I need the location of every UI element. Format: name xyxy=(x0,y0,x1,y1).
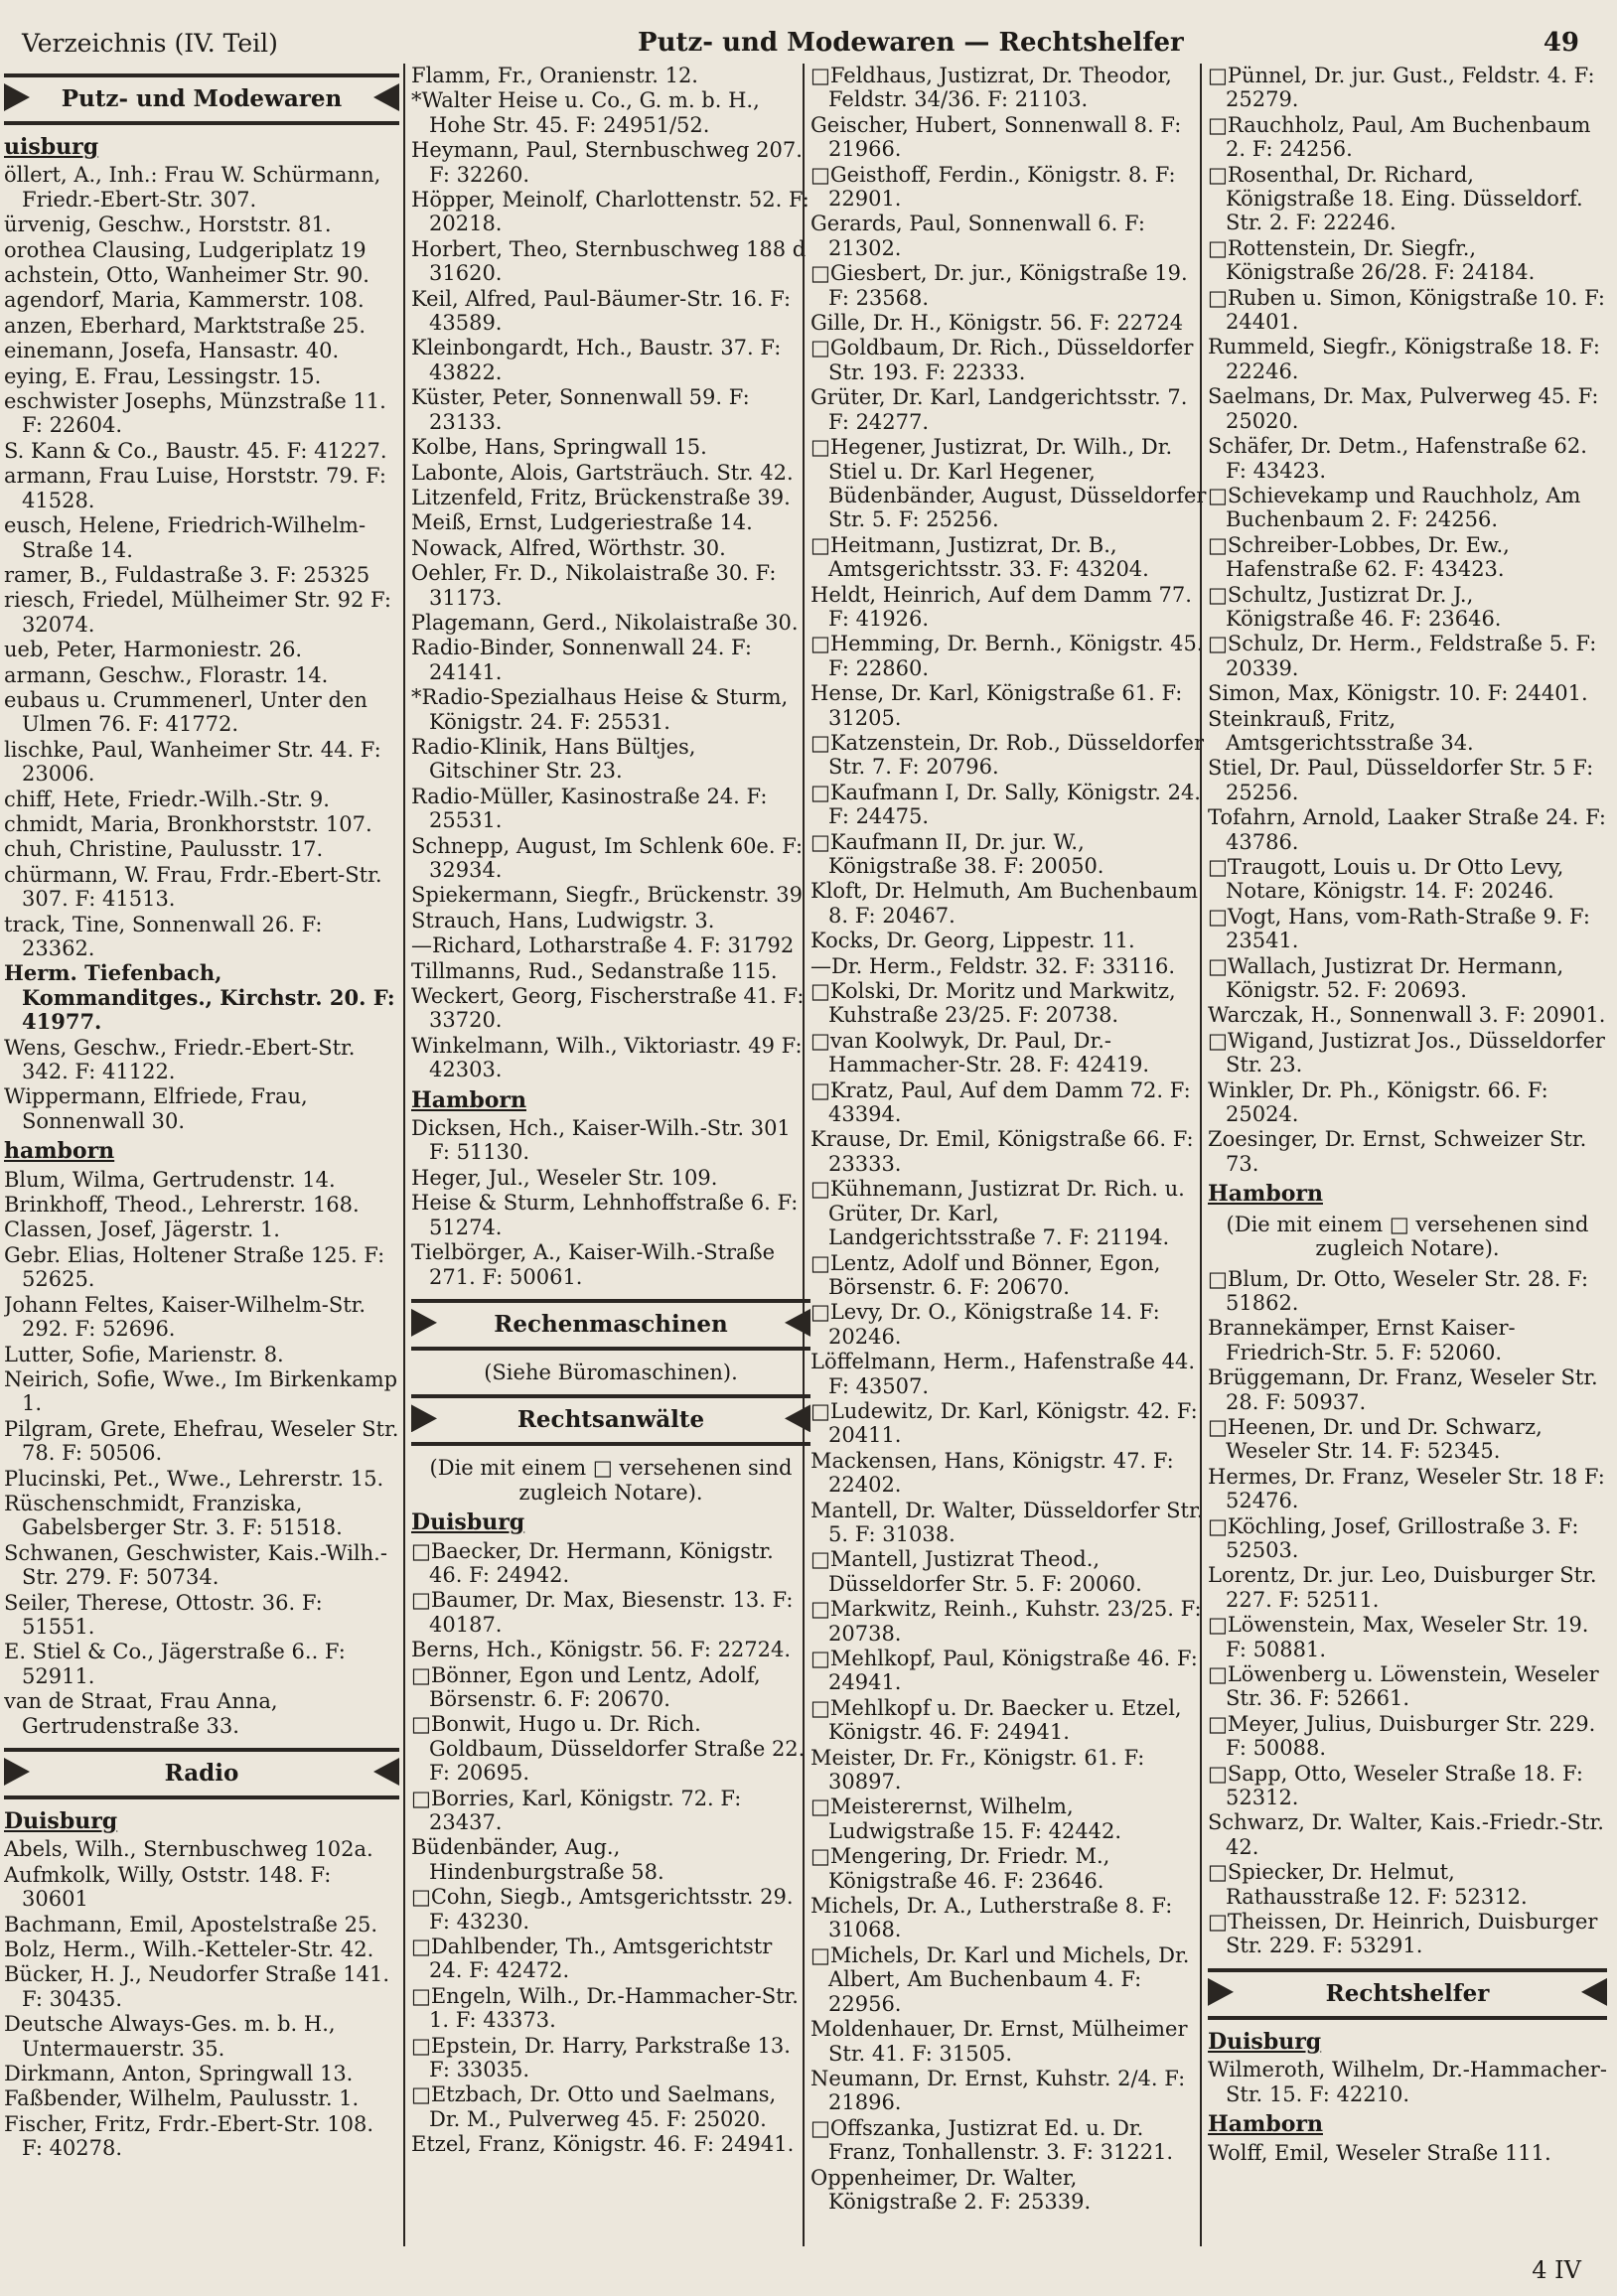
directory-entry: Wens, Geschw., Friedr.-Ebert-Str. 342. F: 41122. xyxy=(4,1035,356,1084)
directory-entry: □van Koolwyk, Dr. Paul, Dr.-Hammacher-Str. 28. F: 42419. xyxy=(810,1028,1150,1077)
directory-entry: Wilmeroth, Wilhelm, Dr.-Hammacher-Str. 15. F: 42210. xyxy=(1208,2058,1607,2106)
directory-entry: □Wigand, Justizrat Jos., Düsseldorfer Str. 23. xyxy=(1208,1028,1605,1077)
directory-entry: eubaus u. Crummenerl, Unter den Ulmen 76. F: 41772. xyxy=(4,687,368,737)
directory-entry: Johann Feltes, Kaiser-Wilhelm-Str. 292. F: 52696. xyxy=(4,1292,367,1342)
directory-entry: □Markwitz, Reinh., Kuhstr. 23/25. F: 20738. xyxy=(810,1597,1202,1646)
city-heading: Duisburg xyxy=(4,1808,118,1834)
directory-entry: E. Stiel & Co., Jägerstraße 6.. F: 52911. xyxy=(4,1640,346,1688)
directory-entry: Winkelmann, Wilh., Viktoriastr. 49 F: 42303. xyxy=(411,1033,803,1082)
page-footer: 4 IV xyxy=(1532,2256,1581,2284)
directory-entry: □Kaufmann II, Dr. jur. W., Königstraße 38. F: 20050. xyxy=(810,829,1104,878)
directory-entry: Hermes, Dr. Franz, Weseler Str. 18 F: 52476. xyxy=(1208,1464,1605,1513)
column-3 xyxy=(803,64,1208,2246)
directory-entry: □Michels, Dr. Karl und Michels, Dr. Albert, Am Buchenbaum 4. F: 22956. xyxy=(810,1942,1190,2016)
directory-entry: □Schulz, Dr. Herm., Feldstraße 5. F: 20339. xyxy=(1208,632,1597,680)
directory-entry: Lorentz, Dr. jur. Leo, Duisburger Str. 227. F: 52511. xyxy=(1208,1563,1597,1612)
directory-entry: □Traugott, Louis u. Dr Otto Levy, Notare, Königstr. 14. F: 20246. xyxy=(1208,855,1564,904)
directory-entry: Nowack, Alfred, Wörthstr. 30. xyxy=(411,535,726,560)
directory-entry: agendorf, Maria, Kammerstr. 108. xyxy=(4,288,365,313)
directory-entry: □Rosenthal, Dr. Richard, Königstraße 18. Eing. Düsseldorf. Str. 2. F: 22246. xyxy=(1208,162,1583,235)
directory-entry: □Bönner, Egon und Lentz, Adolf, Börsenstr. 6. F: 20670. xyxy=(411,1662,761,1711)
directory-entry: Mackensen, Hans, Königstr. 47. F: 22402. xyxy=(810,1448,1174,1498)
directory-entry: Abels, Wilh., Sternbuschweg 102a. xyxy=(4,1837,373,1862)
directory-entry: □Cohn, Siegb., Amtsgerichtsstr. 29. F: 43230. xyxy=(411,1885,794,1934)
directory-entry: □Baumer, Dr. Max, Biesenstr. 13. F: 40187. xyxy=(411,1588,794,1637)
directory-entry: S. Kann & Co., Baustr. 45. F: 41227. xyxy=(4,438,387,463)
directory-entry: □Feldhaus, Justizrat, Dr. Theodor, Feldstr. 34/36. F: 21103. xyxy=(810,64,1172,112)
directory-entry: □Löwenstein, Max, Weseler Str. 19. F: 50881. xyxy=(1208,1613,1589,1661)
directory-entry: □Geisthoff, Ferdin., Königstr. 8. F: 22901. xyxy=(810,162,1176,212)
directory-entry: Weckert, Georg, Fischerstraße 41. F: 33720. xyxy=(411,984,805,1033)
directory-entry: Geischer, Hubert, Sonnenwall 8. F: 21966. xyxy=(810,112,1182,162)
directory-entry: Saelmans, Dr. Max, Pulverweg 45. F: 25020. xyxy=(1208,384,1599,433)
city-heading: Hamborn xyxy=(411,1086,526,1113)
directory-entry: □Blum, Dr. Otto, Weseler Str. 28. F: 51862. xyxy=(1208,1266,1589,1315)
directory-entry: Neirich, Sofie, Wwe., Im Birkenkamp 1. xyxy=(4,1366,398,1416)
directory-entry: Steinkrauß, Fritz, Amtsgerichtsstraße 34. xyxy=(1208,706,1474,755)
directory-entry: Neumann, Dr. Ernst, Kuhstr. 2/4. F: 21896. xyxy=(810,2066,1186,2115)
directory-entry: Faßbender, Wilhelm, Paulusstr. 1. xyxy=(4,2086,360,2111)
directory-entry: track, Tine, Sonnenwall 26. F: 23362. xyxy=(4,912,323,960)
directory-entry: Heymann, Paul, Sternbuschweg 207. F: 32260. xyxy=(411,138,803,187)
directory-entry: □Levy, Dr. O., Königstraße 14. F: 20246. xyxy=(810,1300,1160,1349)
page-number: 49 xyxy=(1543,28,1579,58)
directory-entry: □Engeln, Wilh., Dr.-Hammacher-Str. 1. F: 43373. xyxy=(411,1983,799,2033)
directory-entry: Gille, Dr. H., Königstr. 56. F: 22724 xyxy=(810,311,1184,336)
directory-entry: Büdenbänder, Aug., Hindenburgstraße 58. xyxy=(411,1835,664,1884)
directory-entry: □Mehlkopf, Paul, Königstraße 46. F: 24941. xyxy=(810,1647,1198,1695)
section-title: Radio xyxy=(159,1762,245,1786)
section-note: (Die mit einem □ versehenen sind zugleich Notare). xyxy=(1226,1212,1589,1261)
directory-entry: Blum, Wilma, Gertrudenstr. 14. xyxy=(4,1167,336,1192)
directory-entry: Kolbe, Hans, Springwall 15. xyxy=(411,435,707,460)
directory-entry: Labonte, Alois, Gartsträuch. Str. 42. xyxy=(411,460,794,485)
directory-entry: einemann, Josefa, Hansastr. 40. xyxy=(4,339,340,363)
directory-entry: Gebr. Elias, Holtener Straße 125. F: 52625. xyxy=(4,1242,385,1292)
directory-entry: Bücker, H. J., Neudorfer Straße 141. F: 30435. xyxy=(4,1962,390,2011)
directory-entry: Classen, Josef, Jägerstr. 1. xyxy=(4,1218,280,1242)
directory-entry: Plucinski, Pet., Wwe., Lehrerstr. 15. xyxy=(4,1466,384,1491)
directory-entry: Wippermann, Elfriede, Frau, Sonnenwall 30. xyxy=(4,1084,308,1133)
directory-entry: □Spiecker, Dr. Helmut, Rathausstraße 12. F: 52312. xyxy=(1208,1860,1528,1909)
directory-entry: □Ludewitz, Dr. Karl, Königstr. 42. F: 20411. xyxy=(810,1398,1198,1448)
directory-entry: Radio-Binder, Sonnenwall 24. F: 24141. xyxy=(411,636,752,684)
directory-entry: Aufmkolk, Willy, Oststr. 148. F: 30601 xyxy=(4,1862,332,1912)
section-title: Putz- und Modewaren xyxy=(56,87,348,111)
directory-entry: Kloft, Dr. Helmuth, Am Buchenbaum 8. F: 20467. xyxy=(810,879,1199,928)
section-title: Rechtshelfer xyxy=(1320,1982,1496,2006)
directory-entry: Schwarz, Dr. Walter, Kais.-Friedr.-Str. 42. xyxy=(1208,1810,1604,1859)
directory-entry: eschwister Josephs, Münzstraße 11. F: 22604. xyxy=(4,389,386,438)
directory-entry: Seiler, Therese, Ottostr. 36. F: 51551. xyxy=(4,1590,323,1639)
directory-entry: □Baecker, Dr. Hermann, Königstr. 46. F: 24942. xyxy=(411,1538,774,1587)
directory-entry: orothea Clausing, Ludgeriplatz 19 xyxy=(4,237,367,262)
directory-entry: Grüter, Dr. Karl, Landgerichtsstr. 7. F: 24277. xyxy=(810,385,1188,434)
directory-entry: Schnepp, August, Im Schlenk 60e. F: 32934. xyxy=(411,833,804,882)
section-note: (Siehe Büromaschinen). xyxy=(484,1360,738,1384)
directory-entry: Tielbörger, A., Kaiser-Wilh.-Straße 271. F: 50061. xyxy=(411,1240,776,1289)
city-heading: Hamborn xyxy=(1208,1181,1323,1208)
directory-entry: □Pünnel, Dr. jur. Gust., Feldstr. 4. F: 25279. xyxy=(1208,64,1595,112)
section-banner xyxy=(4,73,399,125)
directory-entry: Radio-Klinik, Hans Bültjes, Gitschiner Str. 23. xyxy=(411,734,696,784)
directory-entry: □Löwenberg u. Löwenstein, Weseler Str. 36. F: 52661. xyxy=(1208,1662,1599,1711)
directory-entry: Plagemann, Gerd., Nikolaistraße 30. xyxy=(411,610,799,635)
directory-entry: Horbert, Theo, Sternbuschweg 188 d 31620. xyxy=(411,236,807,286)
directory-entry: □Schultz, Justizrat Dr. J., Königstraße 46. F: 23646. xyxy=(1208,582,1502,631)
directory-entry: Brüggemann, Dr. Franz, Weseler Str. 28. F: 50937. xyxy=(1208,1365,1598,1414)
directory-entry: Herm. Tiefenbach, Kommanditges., Kirchstr. 20. F: 41977. xyxy=(4,960,395,1035)
directory-entry: □Köchling, Josef, Grillostraße 3. F: 52503. xyxy=(1208,1513,1579,1562)
directory-entry: □Kratz, Paul, Auf dem Damm 72. F: 43394. xyxy=(810,1077,1191,1127)
directory-entry: □Goldbaum, Dr. Rich., Düsseldorfer Str. 193. F: 22333. xyxy=(810,336,1194,384)
directory-entry: □Hegener, Justizrat, Dr. Wilh., Dr. Stiel u. Dr. Karl Hegener, Büdenbänder, August, Düsseldorfer Str. 5. F: 25256. xyxy=(810,435,1207,532)
directory-entry: chuh, Christine, Paulusstr. 17. xyxy=(4,837,324,862)
directory-entry: □Schievekamp und Rauchholz, Am Buchenbaum 2. F: 24256. xyxy=(1208,483,1581,532)
directory-entry: □Hemming, Dr. Bernh., Königstr. 45. F: 22860. xyxy=(810,632,1204,680)
directory-entry: Stiel, Dr. Paul, Düsseldorfer Str. 5 F: 25256. xyxy=(1208,756,1594,804)
directory-entry: Bachmann, Emil, Apostelstraße 25. xyxy=(4,1912,378,1937)
city-heading: hamborn xyxy=(4,1138,115,1165)
column-2 xyxy=(403,64,810,2246)
directory-entry: □Ruben u. Simon, Königstraße 10. F: 24401. xyxy=(1208,285,1605,335)
section-banner xyxy=(411,1394,810,1446)
directory-entry: Lutter, Sofie, Marienstr. 8. xyxy=(4,1342,284,1366)
city-heading: Duisburg xyxy=(1208,2028,1322,2055)
header-title: Putz- und Modewaren — Rechtshelfer xyxy=(638,28,1184,58)
directory-entry: armann, Frau Luise, Horststr. 79. F: 41528. xyxy=(4,464,386,512)
directory-entry: Meiß, Ernst, Ludgeriestraße 14. xyxy=(411,510,753,535)
directory-entry: Oppenheimer, Dr. Walter, Königstraße 2. F: 25339. xyxy=(810,2165,1092,2214)
directory-entry: Flamm, Fr., Oranienstr. 12. xyxy=(411,64,698,87)
directory-entry: anzen, Eberhard, Marktstraße 25. xyxy=(4,313,367,338)
directory-entry: □Bonwit, Hugo u. Dr. Rich. Goldbaum, Düsseldorfer Straße 22. F: 20695. xyxy=(411,1712,806,1786)
directory-entry: Fischer, Fritz, Frdr.-Ebert-Str. 108. F: 40278. xyxy=(4,2111,374,2161)
section-banner xyxy=(411,1299,810,1351)
directory-entry: Litzenfeld, Fritz, Brückenstraße 39. xyxy=(411,485,791,509)
directory-entry: Keil, Alfred, Paul-Bäumer-Str. 16. F: 43589. xyxy=(411,286,792,336)
directory-entry: van de Straat, Frau Anna, Gertrudenstraße 33. xyxy=(4,1689,278,1738)
directory-entry: chiff, Hete, Friedr.-Wilh.-Str. 9. xyxy=(4,787,330,811)
directory-entry: □Mengering, Dr. Friedr. M., Königstraße 46. F: 23646. xyxy=(810,1844,1110,1893)
directory-entry: Kocks, Dr. Georg, Lippestr. 11. xyxy=(810,929,1135,953)
directory-entry: Berns, Hch., Königstr. 56. F: 22724. xyxy=(411,1638,792,1662)
directory-entry: □Meisterernst, Wilhelm, Ludwigstraße 15. F: 42442. xyxy=(810,1794,1122,1843)
directory-entry: □Sapp, Otto, Weseler Straße 18. F: 52312. xyxy=(1208,1761,1583,1810)
directory-entry: *Radio-Spezialhaus Heise & Sturm, Königstr. 24. F: 25531. xyxy=(411,685,789,734)
directory-entry: □Mantell, Justizrat Theod., Düsseldorfer Str. 5. F: 20060. xyxy=(810,1547,1142,1596)
directory-entry: □Kaufmann I, Dr. Sally, Königstr. 24. F: 24475. xyxy=(810,780,1201,829)
directory-entry: □Mehlkopf u. Dr. Baecker u. Etzel, Königstr. 46. F: 24941. xyxy=(810,1695,1182,1745)
directory-entry: □Rauchholz, Paul, Am Buchenbaum 2. F: 24256. xyxy=(1208,112,1591,162)
directory-entry: Deutsche Always-Ges. m. b. H., Untermauerstr. 35. xyxy=(4,2012,336,2061)
directory-entry: □Etzbach, Dr. Otto und Saelmans, Dr. M., Pulverweg 45. F: 25020. xyxy=(411,2082,777,2131)
directory-entry: Gerards, Paul, Sonnenwall 6. F: 21302. xyxy=(810,212,1145,260)
directory-entry: —Dr. Herm., Feldstr. 32. F: 33116. xyxy=(810,953,1176,978)
column-1 xyxy=(4,64,399,2246)
directory-entry: Heise & Sturm, Lehnhoffstraße 6. F: 51274. xyxy=(411,1191,799,1239)
directory-entry: achstein, Otto, Wanheimer Str. 90. xyxy=(4,263,369,288)
directory-entry: □Kolski, Dr. Moritz und Markwitz, Kuhstraße 23/25. F: 20738. xyxy=(810,979,1176,1028)
header-left: Verzeichnis (IV. Teil) xyxy=(22,28,278,58)
column-4 xyxy=(1200,64,1607,2246)
directory-entry: Zoesinger, Dr. Ernst, Schweizer Str. 73. xyxy=(1208,1127,1587,1176)
directory-entry: □Schreiber-Lobbes, Dr. Ew., Hafenstraße 62. F: 43423. xyxy=(1208,532,1510,582)
directory-entry: Pilgram, Grete, Ehefrau, Weseler Str. 78. F: 50506. xyxy=(4,1416,399,1466)
directory-entry: □Vogt, Hans, vom-Rath-Straße 9. F: 23541. xyxy=(1208,904,1590,953)
directory-entry: □Giesbert, Dr. jur., Königstraße 19. F: 23568. xyxy=(810,261,1188,310)
directory-entry: Wolff, Emil, Weseler Straße 111. xyxy=(1208,2140,1551,2165)
directory-entry: □Heitmann, Justizrat, Dr. B., Amtsgerichtsstr. 33. F: 43204. xyxy=(810,532,1149,582)
directory-entry: Küster, Peter, Sonnenwall 59. F: 23133. xyxy=(411,385,750,434)
directory-entry: *Walter Heise u. Co., G. m. b. H., Hohe Str. 45. F: 24951/52. xyxy=(411,88,760,137)
directory-entry: Schäfer, Dr. Detm., Hafenstraße 62. F: 43423. xyxy=(1208,434,1587,483)
section-title: Rechenmaschinen xyxy=(488,1313,734,1337)
directory-entry: □Wallach, Justizrat Dr. Hermann, Königstr. 52. F: 20693. xyxy=(1208,953,1564,1003)
directory-entry: □Lentz, Adolf und Bönner, Egon, Börsenstr. 6. F: 20670. xyxy=(810,1250,1161,1299)
section-title: Rechtsanwälte xyxy=(512,1408,710,1432)
directory-entry: Oehler, Fr. D., Nikolaistraße 30. F: 31173. xyxy=(411,561,777,610)
directory-entry: Radio-Müller, Kasinostraße 24. F: 25531. xyxy=(411,784,768,833)
directory-entry: eying, E. Frau, Lessingstr. 15. xyxy=(4,363,322,388)
directory-entry: Michels, Dr. A., Lutherstraße 8. F: 31068. xyxy=(810,1894,1173,1942)
directory-entry: Dirkmann, Anton, Springwall 13. xyxy=(4,2062,354,2086)
directory-entry: Spiekermann, Siegfr., Brückenstr. 39 xyxy=(411,883,803,908)
city-heading: Hamborn xyxy=(1208,2111,1323,2138)
directory-entry: Hense, Dr. Karl, Königstraße 61. F: 31205. xyxy=(810,681,1183,730)
directory-entry: Schwanen, Geschwister, Kais.-Wilh.-Str. 279. F: 50734. xyxy=(4,1540,387,1590)
directory-entry: lischke, Paul, Wanheimer Str. 44. F: 23006. xyxy=(4,737,381,787)
directory-entry: —Richard, Lotharstraße 4. F: 31792 xyxy=(411,933,795,958)
directory-entry: eusch, Helene, Friedrich-Wilhelm-Straße 14. xyxy=(4,513,367,562)
directory-entry: Brannekämper, Ernst Kaiser-Friedrich-Str. 5. F: 52060. xyxy=(1208,1316,1516,1364)
section-banner xyxy=(1208,1968,1607,2020)
directory-entry: Heger, Jul., Weseler Str. 109. xyxy=(411,1165,718,1190)
directory-entry: □Meyer, Julius, Duisburger Str. 229. F: 50088. xyxy=(1208,1711,1596,1761)
directory-entry: Tillmanns, Rud., Sedanstraße 115. xyxy=(411,958,778,983)
directory-entry: □Katzenstein, Dr. Rob., Düsseldorfer Str. 7. F: 20796. xyxy=(810,730,1205,780)
city-heading: uisburg xyxy=(4,134,99,160)
directory-entry: Kleinbongardt, Hch., Baustr. 37. F: 43822. xyxy=(411,336,782,384)
directory-entry: □Dahlbender, Th., Amtsgerichtstr 24. F: 42472. xyxy=(411,1935,773,1983)
directory-entry: □Epstein, Dr. Harry, Parkstraße 13. F: 33035. xyxy=(411,2033,791,2082)
directory-entry: riesch, Friedel, Mülheimer Str. 92 F: 32074. xyxy=(4,588,391,637)
directory-entry: Löffelmann, Herm., Hafenstraße 44. F: 43507. xyxy=(810,1350,1196,1398)
directory-entry: □Theissen, Dr. Heinrich, Duisburger Str. 229. F: 53291. xyxy=(1208,1910,1598,1958)
directory-entry: □Borries, Karl, Königstr. 72. F: 23437. xyxy=(411,1786,742,1834)
directory-entry: Winkler, Dr. Ph., Königstr. 66. F: 25024. xyxy=(1208,1077,1548,1127)
directory-entry: Strauch, Hans, Ludwigstr. 3. xyxy=(411,908,715,933)
directory-entry: ürvenig, Geschw., Horststr. 81. xyxy=(4,213,332,237)
directory-entry: □Rottenstein, Dr. Siegfr., Königstraße 26/28. F: 24184. xyxy=(1208,235,1536,285)
directory-entry: öllert, A., Inh.: Frau W. Schürmann, Friedr.-Ebert-Str. 307. xyxy=(4,163,381,212)
directory-entry: □Heenen, Dr. und Dr. Schwarz, Weseler Str. 14. F: 52345. xyxy=(1208,1414,1543,1464)
directory-entry: Krause, Dr. Emil, Königstraße 66. F: 23333. xyxy=(810,1127,1194,1176)
directory-entry: Dicksen, Hch., Kaiser-Wilh.-Str. 301 F: 51130. xyxy=(411,1116,791,1165)
section-note: (Die mit einem □ versehenen sind zugleich Notare). xyxy=(429,1456,793,1505)
directory-entry: Warczak, H., Sonnenwall 3. F: 20901. xyxy=(1208,1003,1606,1028)
directory-entry: chürmann, W. Frau, Frdr.-Ebert-Str. 307. F: 41513. xyxy=(4,862,382,912)
directory-entry: □Kühnemann, Justizrat Dr. Rich. u. Grüter, Dr. Karl, Landgerichtsstraße 7. F: 21194. xyxy=(810,1177,1185,1250)
directory-entry: Heldt, Heinrich, Auf dem Damm 77. F: 41926. xyxy=(810,582,1192,631)
directory-entry: Tofahrn, Arnold, Laaker Straße 24. F: 43786. xyxy=(1208,805,1606,854)
directory-entry: Rummeld, Siegfr., Königstraße 18. F: 22246. xyxy=(1208,335,1600,383)
directory-entry: ueb, Peter, Harmoniestr. 26. xyxy=(4,638,303,662)
city-heading: Duisburg xyxy=(411,1509,525,1536)
directory-entry: armann, Geschw., Florastr. 14. xyxy=(4,662,329,687)
directory-entry: Moldenhauer, Dr. Ernst, Mülheimer Str. 41. F: 31505. xyxy=(810,2017,1188,2066)
directory-entry: Höpper, Meinolf, Charlottenstr. 52. F: 20218. xyxy=(411,188,809,236)
directory-entry: Mantell, Dr. Walter, Düsseldorfer Str. 5. F: 31038. xyxy=(810,1498,1204,1546)
page-header xyxy=(22,26,1579,60)
directory-entry: chmidt, Maria, Bronkhorststr. 107. xyxy=(4,811,372,836)
directory-entry: Etzel, Franz, Königstr. 46. F: 24941. xyxy=(411,2132,795,2157)
directory-entry: Rüschenschmidt, Franziska, Gabelsberger Str. 3. F: 51518. xyxy=(4,1491,343,1540)
directory-entry: Simon, Max, Königstr. 10. F: 24401. xyxy=(1208,681,1588,706)
directory-entry: ramer, B., Fuldastraße 3. F: 25325 xyxy=(4,562,370,587)
directory-entry: Bolz, Herm., Wilh.-Ketteler-Str. 42. xyxy=(4,1937,374,1962)
directory-entry: Meister, Dr. Fr., Königstr. 61. F: 30897. xyxy=(810,1745,1145,1794)
directory-entry: □Offszanka, Justizrat Ed. u. Dr. Franz, Tonhallenstr. 3. F: 31221. xyxy=(810,2115,1174,2165)
directory-entry: Brinkhoff, Theod., Lehrerstr. 168. xyxy=(4,1193,360,1218)
section-banner xyxy=(4,1748,399,1799)
